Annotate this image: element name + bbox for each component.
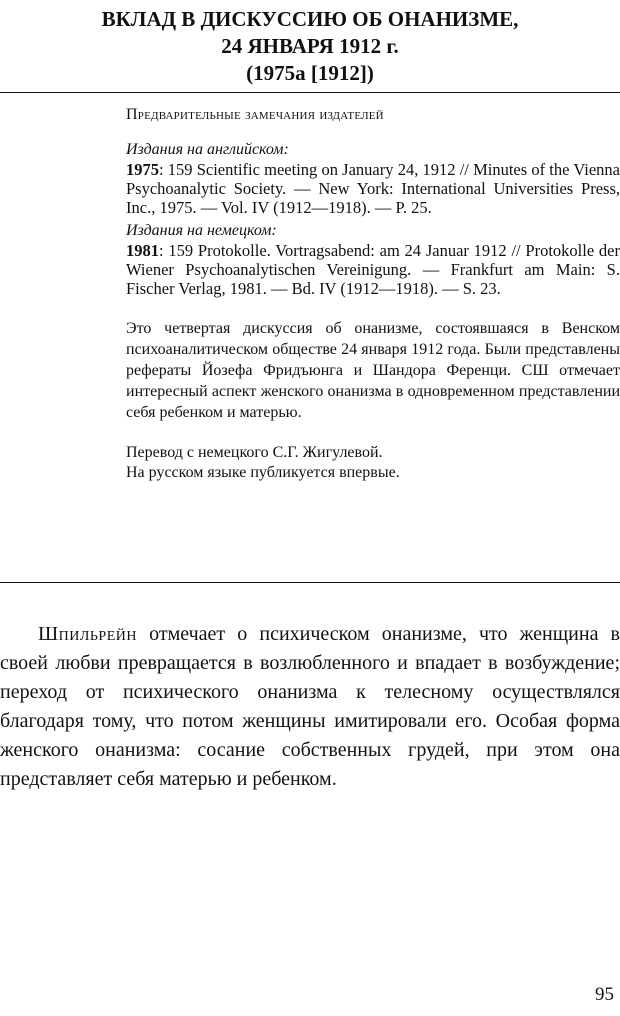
translation-info [126,443,620,483]
german-edition-year: 1981 [126,241,159,260]
page-number: 95 [595,984,614,1005]
english-edition-entry [126,160,620,217]
chapter-title-line-1: ВКЛАД В ДИСКУССИЮ ОБ ОНАНИЗМЕ, [101,7,519,31]
chapter-title [0,6,620,87]
lead-name: Шпильрейн [38,623,137,645]
first-publication-line: На русском языке публикуется впервые. [126,464,400,481]
chapter-title-line-3: (1975а [1912]) [246,61,374,85]
german-editions-label: Издания на немецком: [126,222,277,239]
german-edition-text: : 159 Protokolle. Vortragsabend: am 24 Januar 1912 // Protokolle der Wiener Psychoanalytischen Vereinigung. — Frankfurt am Main: S. Fischer Verlag, 1981. — Bd. IV (1912—1918). — S. 23. [126,241,620,298]
english-edition-year: 1975 [126,160,159,179]
german-edition-entry [126,241,620,298]
main-paragraph [0,620,620,794]
editors-notes [126,104,620,483]
bottom-divider [0,582,620,583]
discussion-description: Это четвертая дискуссия об онанизме, состоявшаяся в Венском психоаналитическом обществе 24 января 1912 года. Были представлены рефераты Йозефа Фридъюнга и Шандора Ференци. СШ отмечает интересный аспект женского онанизма в одновременном представлении себя ребенком и матерью. [126,320,620,421]
chapter-title-line-2: 24 ЯНВАРЯ 1912 г. [221,34,399,58]
top-divider [0,92,620,93]
translator-line: Перевод с немецкого С.Г. Жигулевой. [126,444,383,461]
main-paragraph-text: отмечает о психическом онанизме, что женщина в своей любви превращается в возлюбленного и впадает в возбуждение; переход от психического онанизма к телесному осуществлялся благодаря тому, что потом женщины имитировали его. Особая форма женского онанизма: сосание собственных грудей, при этом она представляет себя матерью и ребенком. [0,623,620,790]
english-edition-text: : 159 Scientific meeting on January 24, 1912 // Minutes of the Vienna Psychoanalytic Society. — New York: International Universities Press, Inc., 1975. — Vol. IV (1912—1918). — P. 25. [126,160,620,217]
notes-heading: Предварительные замечания издателей [126,106,384,123]
english-editions-label: Издания на английском: [126,141,289,158]
